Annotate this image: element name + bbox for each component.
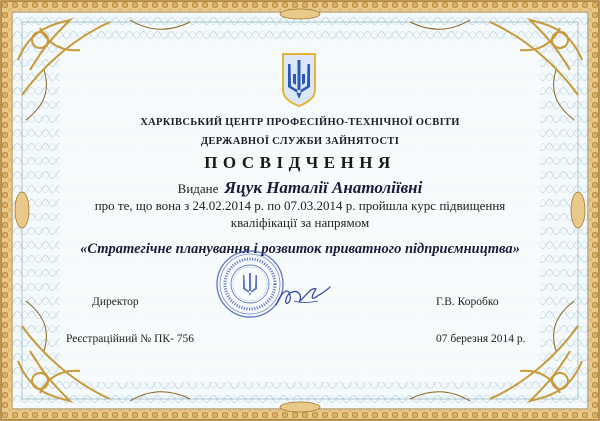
recipient-name: Яцук Наталії Анатоліївні [224, 178, 423, 197]
document-title: ПОСВІДЧЕННЯ [204, 153, 396, 172]
organization-line-1: ХАРКІВСЬКИЙ ЦЕНТР ПРОФЕСІЙНО-ТЕХНІЧНОЇ ОСВІТИ [140, 117, 460, 128]
issued-to-line [0, 178, 600, 198]
issued-label: Видане [177, 181, 219, 196]
handwritten-signature [272, 281, 332, 311]
body-text-line-2: кваліфікації за напрямом [230, 215, 370, 230]
issue-date: 07 березня 2014 р. [436, 333, 526, 345]
organization-line-2: ДЕРЖАВНОЇ СЛУЖБИ ЗАЙНЯТОСТІ [200, 136, 400, 147]
director-name: Г.В. Коробко [436, 296, 499, 308]
body-text-line-1: про те, що вона з 24.02.2014 р. по 07.03.2014 р. пройшла курс підвищення [94, 198, 506, 213]
course-title: «Стратегічне планування і розвиток приватного підприємництва» [80, 241, 520, 257]
trident-emblem-icon [280, 52, 318, 108]
registration-number: Реєстраційний № ПК- 756 [66, 333, 195, 345]
director-label: Директор [92, 296, 139, 308]
